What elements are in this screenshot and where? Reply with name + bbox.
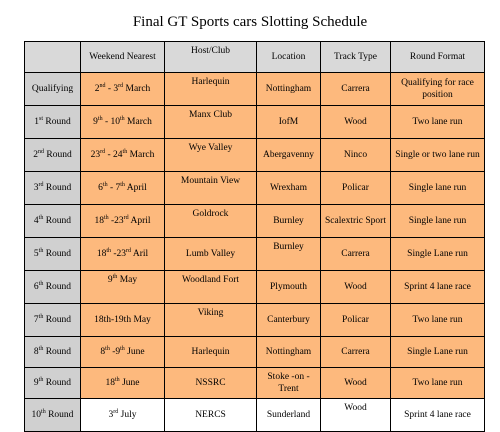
cell-text: Round bbox=[43, 378, 72, 388]
round-label bbox=[25, 139, 81, 172]
cell-text: 23 bbox=[90, 150, 101, 160]
ordinal-suffix: th bbox=[103, 214, 109, 221]
table-row bbox=[25, 73, 485, 106]
location-cell: Burnley bbox=[257, 205, 321, 238]
ordinal-suffix: rd bbox=[113, 408, 119, 415]
host-cell: Woodland Fort bbox=[165, 271, 257, 304]
location-cell: Canterbury bbox=[257, 304, 321, 337]
location-cell: Abergavenny bbox=[257, 139, 321, 172]
round-format-cell: Single Lane run bbox=[391, 238, 485, 271]
ordinal-suffix: th bbox=[115, 376, 120, 383]
header-track: Track Type bbox=[321, 42, 391, 73]
cell-text: - 7 bbox=[107, 183, 121, 193]
header-location: Location bbox=[257, 42, 321, 73]
track-type-cell: Carrera bbox=[321, 73, 391, 106]
cell-text: 18th-19th May bbox=[94, 315, 151, 325]
schedule-table bbox=[24, 41, 485, 432]
round-format-cell: Sprint 4 lane race bbox=[391, 399, 485, 432]
cell-text: -9 bbox=[109, 347, 121, 357]
table-row bbox=[25, 271, 485, 304]
weekend-cell bbox=[81, 368, 165, 399]
header-blank bbox=[25, 42, 81, 73]
round-format-cell: Two lane run bbox=[391, 106, 485, 139]
ordinal-suffix: nd bbox=[99, 82, 106, 89]
cell-text: 3 bbox=[108, 410, 114, 420]
track-type-cell: Wood bbox=[321, 399, 391, 432]
round-format-cell: Sprint 4 lane race bbox=[391, 271, 485, 304]
ordinal-suffix: th bbox=[120, 115, 125, 122]
cell-text: -23 bbox=[110, 249, 127, 259]
host-cell: Goldrock bbox=[165, 205, 257, 238]
round-label bbox=[25, 73, 81, 106]
round-label bbox=[25, 304, 81, 337]
host-cell: Lumb Valley bbox=[165, 238, 257, 271]
weekend-cell bbox=[81, 139, 165, 172]
cell-text: March bbox=[124, 117, 152, 127]
cell-text: July bbox=[118, 410, 137, 420]
cell-text: 9 bbox=[93, 117, 98, 127]
weekend-cell bbox=[81, 304, 165, 337]
location-cell: Nottingham bbox=[257, 73, 321, 106]
track-type-cell: Ninco bbox=[321, 139, 391, 172]
location-cell: Burnley bbox=[257, 238, 321, 271]
cell-text: 2 bbox=[94, 84, 100, 94]
host-cell: Viking bbox=[165, 304, 257, 337]
ordinal-suffix: rd bbox=[100, 148, 106, 155]
cell-text: March bbox=[123, 84, 151, 94]
round-format-cell: Single or two lane run bbox=[391, 139, 485, 172]
weekend-cell bbox=[81, 238, 165, 271]
weekend-cell bbox=[81, 73, 165, 106]
round-label bbox=[25, 205, 81, 238]
round-label bbox=[25, 238, 81, 271]
cell-text: -23 bbox=[108, 216, 124, 226]
cell-text: Round bbox=[43, 282, 72, 292]
weekend-cell bbox=[81, 271, 165, 304]
host-cell: Wye Valley bbox=[165, 139, 257, 172]
weekend-cell bbox=[81, 172, 165, 205]
location-cell: Wrexham bbox=[257, 172, 321, 205]
ordinal-suffix: rd bbox=[118, 82, 124, 89]
ordinal-suffix: st bbox=[39, 115, 44, 122]
ordinal-suffix: rd bbox=[126, 247, 132, 254]
round-format-cell: Two lane run bbox=[391, 368, 485, 399]
cell-text: 9 bbox=[33, 378, 39, 388]
ordinal-suffix: rd bbox=[38, 181, 44, 188]
cell-text: Round bbox=[43, 117, 71, 127]
track-type-cell: Carrera bbox=[321, 238, 391, 271]
table-row bbox=[25, 304, 485, 337]
track-type-cell: Wood bbox=[321, 368, 391, 399]
ordinal-suffix: th bbox=[105, 345, 110, 352]
track-type-cell: Wood bbox=[321, 106, 391, 139]
ordinal-suffix: th bbox=[38, 313, 44, 320]
cell-text: May bbox=[117, 275, 138, 285]
location-cell: Plymouth bbox=[257, 271, 321, 304]
cell-text: 6 bbox=[33, 282, 39, 292]
cell-text: Round bbox=[45, 410, 74, 420]
track-type-cell: Wood bbox=[321, 271, 391, 304]
table-row bbox=[25, 399, 485, 432]
host-cell: Mountain View bbox=[165, 172, 257, 205]
track-type-cell: Policar bbox=[321, 304, 391, 337]
cell-text: 4 bbox=[33, 216, 39, 226]
cell-text: Round bbox=[43, 183, 72, 193]
track-type-cell: Carrera bbox=[321, 337, 391, 368]
table-row bbox=[25, 106, 485, 139]
table-row bbox=[25, 238, 485, 271]
round-format-cell: Two lane run bbox=[391, 304, 485, 337]
round-label bbox=[25, 399, 81, 432]
round-label bbox=[25, 337, 81, 368]
ordinal-suffix: th bbox=[38, 214, 44, 221]
round-label bbox=[25, 172, 81, 205]
location-cell: IofM bbox=[257, 106, 321, 139]
weekend-cell bbox=[81, 205, 165, 238]
header-format: Round Format bbox=[391, 42, 485, 73]
ordinal-suffix: nd bbox=[38, 148, 45, 155]
round-label bbox=[25, 368, 81, 399]
ordinal-suffix: th bbox=[38, 345, 44, 352]
ordinal-suffix: th bbox=[38, 247, 44, 254]
round-label bbox=[25, 271, 81, 304]
ordinal-suffix: th bbox=[102, 181, 108, 188]
ordinal-suffix: th bbox=[38, 280, 44, 287]
table-row bbox=[25, 139, 485, 172]
cell-text: 8 bbox=[33, 347, 39, 357]
weekend-cell bbox=[81, 337, 165, 368]
host-cell: NERCS bbox=[165, 399, 257, 432]
track-type-cell: Scalextric Sport bbox=[321, 205, 391, 238]
round-format-cell: Single lane run bbox=[391, 172, 485, 205]
ordinal-suffix: th bbox=[122, 148, 128, 155]
table-row bbox=[25, 205, 485, 238]
weekend-cell bbox=[81, 106, 165, 139]
cell-text: 1 bbox=[34, 117, 39, 127]
host-cell: Harlequin bbox=[165, 337, 257, 368]
cell-text: - 24 bbox=[105, 150, 123, 160]
cell-text: 7 bbox=[33, 315, 39, 325]
cell-text: 6 bbox=[98, 183, 103, 193]
host-cell: Manx Club bbox=[165, 106, 257, 139]
table-row bbox=[25, 368, 485, 399]
cell-text: Round bbox=[43, 249, 72, 259]
table-row bbox=[25, 172, 485, 205]
round-format-cell: Qualifying for race position bbox=[391, 73, 485, 106]
header-row bbox=[25, 42, 485, 73]
ordinal-suffix: th bbox=[120, 181, 125, 188]
cell-text: June bbox=[124, 347, 145, 357]
track-type-cell: Policar bbox=[321, 172, 391, 205]
cell-text: 2 bbox=[33, 150, 39, 160]
cell-text: Round bbox=[43, 347, 72, 357]
cell-text: June bbox=[119, 378, 140, 388]
cell-text: Round bbox=[44, 150, 72, 160]
cell-text: 10 bbox=[31, 410, 42, 420]
location-cell: Stoke -on - Trent bbox=[257, 368, 321, 399]
host-cell: Harlequin bbox=[165, 73, 257, 106]
host-cell: NSSRC bbox=[165, 368, 257, 399]
weekend-cell bbox=[81, 399, 165, 432]
ordinal-suffix: th bbox=[41, 408, 46, 415]
round-format-cell: Single lane run bbox=[391, 205, 485, 238]
cell-text: Aril bbox=[131, 249, 149, 259]
location-cell: Nottingham bbox=[257, 337, 321, 368]
ordinal-suffix: th bbox=[112, 273, 118, 280]
cell-text: - 10 bbox=[102, 117, 120, 127]
cell-text: 18 bbox=[105, 378, 116, 388]
cell-text: - 3 bbox=[105, 84, 119, 94]
cell-text: April bbox=[124, 183, 147, 193]
location-cell: Sunderland bbox=[257, 399, 321, 432]
table-row bbox=[25, 337, 485, 368]
cell-text: 3 bbox=[33, 183, 39, 193]
cell-text: March bbox=[127, 150, 155, 160]
ordinal-suffix: th bbox=[97, 115, 103, 122]
cell-text: 9 bbox=[107, 275, 113, 285]
cell-text: 8 bbox=[100, 347, 106, 357]
header-weekend: Weekend Nearest bbox=[81, 42, 165, 73]
round-label bbox=[25, 106, 81, 139]
cell-text: April bbox=[128, 216, 151, 226]
cell-text: Round bbox=[43, 315, 72, 325]
cell-text: 18 bbox=[94, 216, 104, 226]
round-format-cell: Single Lane run bbox=[391, 337, 485, 368]
header-host: Host/Club bbox=[165, 42, 257, 73]
cell-text: 5 bbox=[33, 249, 39, 259]
ordinal-suffix: rd bbox=[123, 214, 129, 221]
cell-text: Round bbox=[43, 216, 72, 226]
ordinal-suffix: th bbox=[120, 345, 125, 352]
page-title: Final GT Sports cars Slotting Schedule bbox=[132, 14, 368, 30]
cell-text: Qualifying bbox=[31, 84, 74, 94]
ordinal-suffix: th bbox=[106, 247, 111, 254]
cell-text: 18 bbox=[96, 249, 107, 259]
ordinal-suffix: th bbox=[38, 376, 44, 383]
